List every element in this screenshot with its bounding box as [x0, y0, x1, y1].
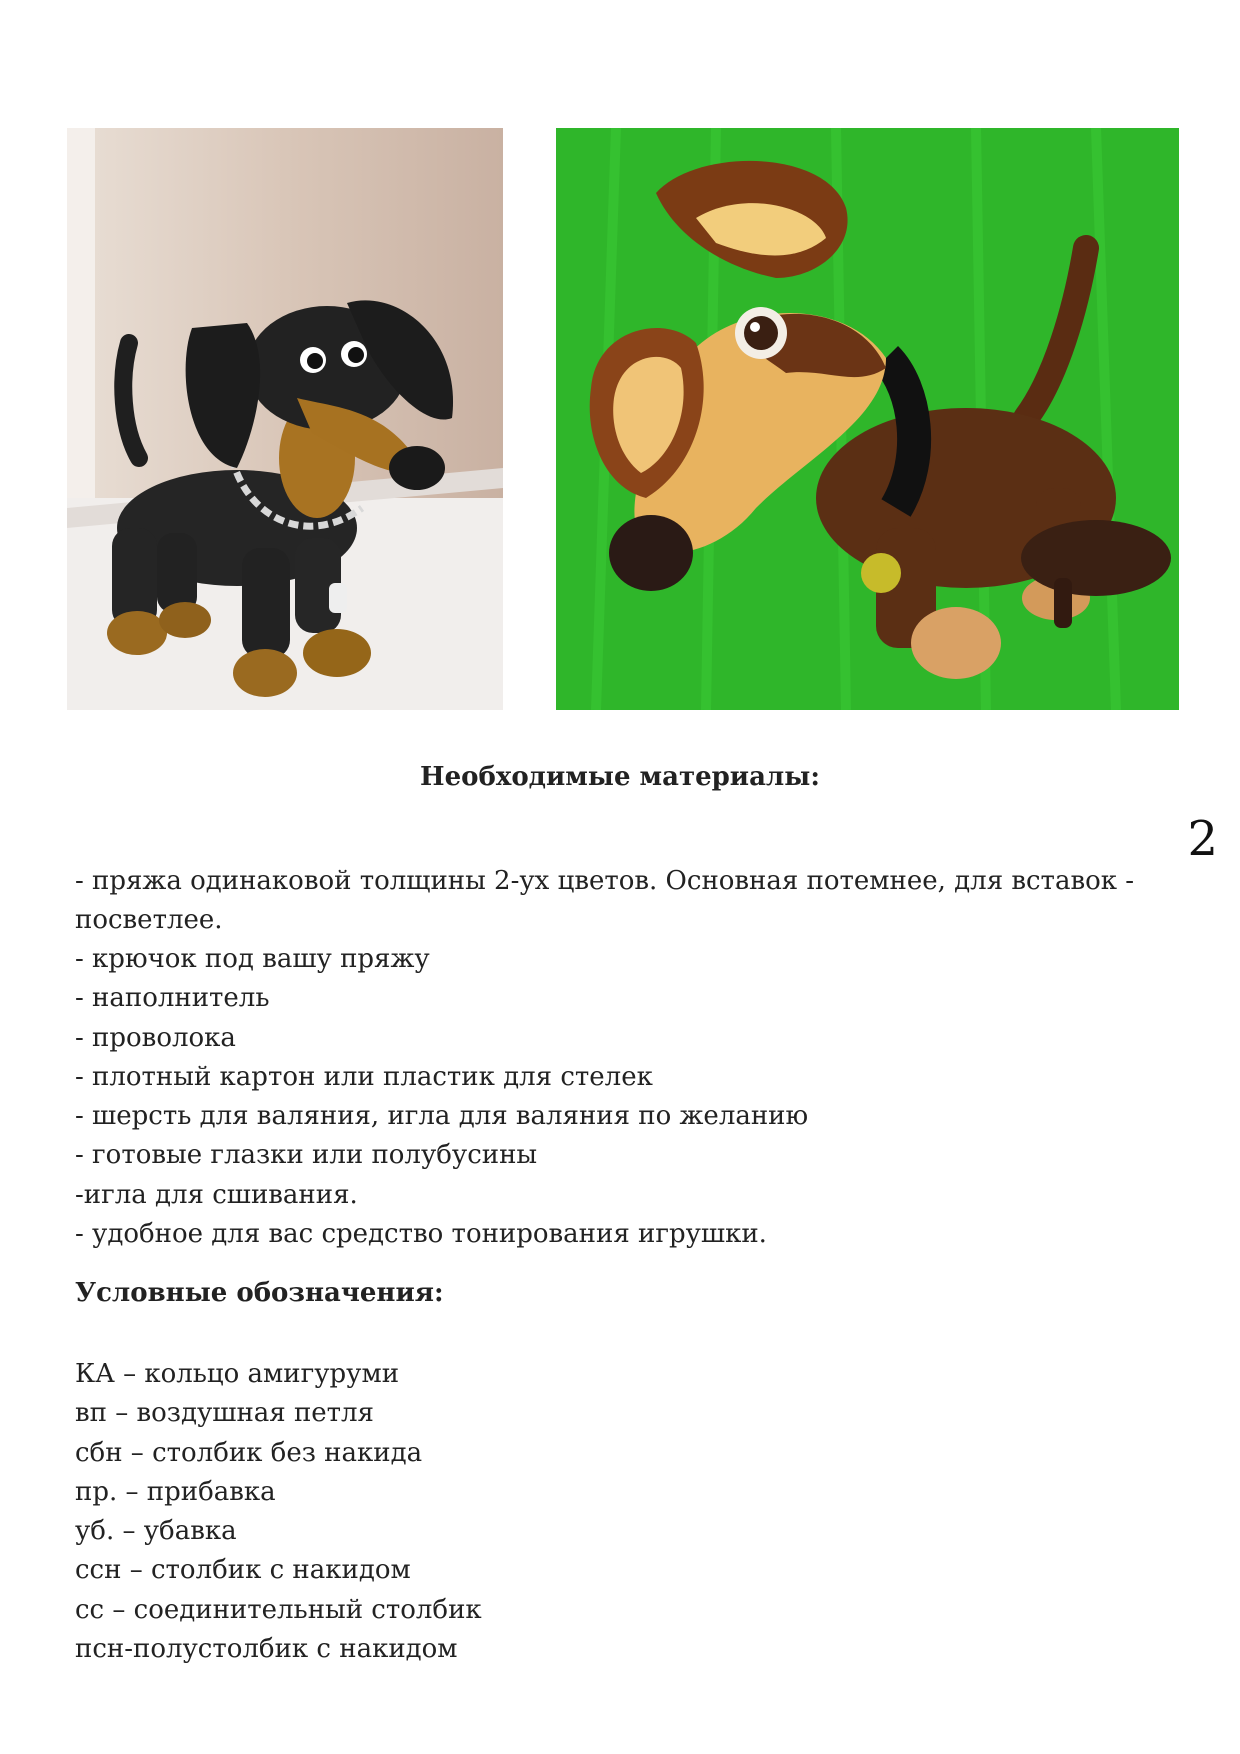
list-item: -игла для сшивания. [75, 1179, 358, 1210]
page-number: 2 [1187, 811, 1218, 867]
list-item: - наполнитель [75, 983, 270, 1014]
materials-list [75, 862, 1135, 1254]
list-item: сбн – столбик без накида [75, 1437, 423, 1468]
materials-heading: Необходимые материалы: [420, 762, 820, 792]
list-item: КА – кольцо амигуруми [75, 1359, 400, 1389]
legend-list [75, 1355, 975, 1669]
list-item: уб. – убавка [75, 1516, 237, 1547]
list-item: - удобное для вас средство тонирования игрушки. [75, 1219, 767, 1250]
list-item: псн-полустолбик с накидом [75, 1634, 458, 1665]
black-dachshund-illustration [67, 128, 503, 710]
brown-dachshund-illustration [556, 128, 1179, 710]
list-item: - плотный картон или пластик для стелек [75, 1061, 653, 1092]
list-item: - шерсть для валяния, игла для валяния по желанию [75, 1101, 809, 1132]
brown-dachshund-toy-photo [556, 128, 1179, 710]
list-item: сс – соединительный столбик [75, 1594, 482, 1625]
list-item: - готовые глазки или полубусины [75, 1140, 538, 1171]
list-item: пр. – прибавка [75, 1476, 276, 1507]
black-dachshund-toy-photo [67, 128, 503, 710]
list-item: ссн – столбик с накидом [75, 1555, 411, 1586]
list-item: - крючок под вашу пряжу [75, 944, 430, 974]
list-item: - проволока [75, 1022, 236, 1053]
legend-heading: Условные обозначения: [75, 1278, 444, 1308]
list-item: вп – воздушная петля [75, 1398, 374, 1429]
list-item: - пряжа одинаковой толщины 2-ух цветов. Основная потемнее, для вставок - посветлее. [75, 866, 1135, 935]
